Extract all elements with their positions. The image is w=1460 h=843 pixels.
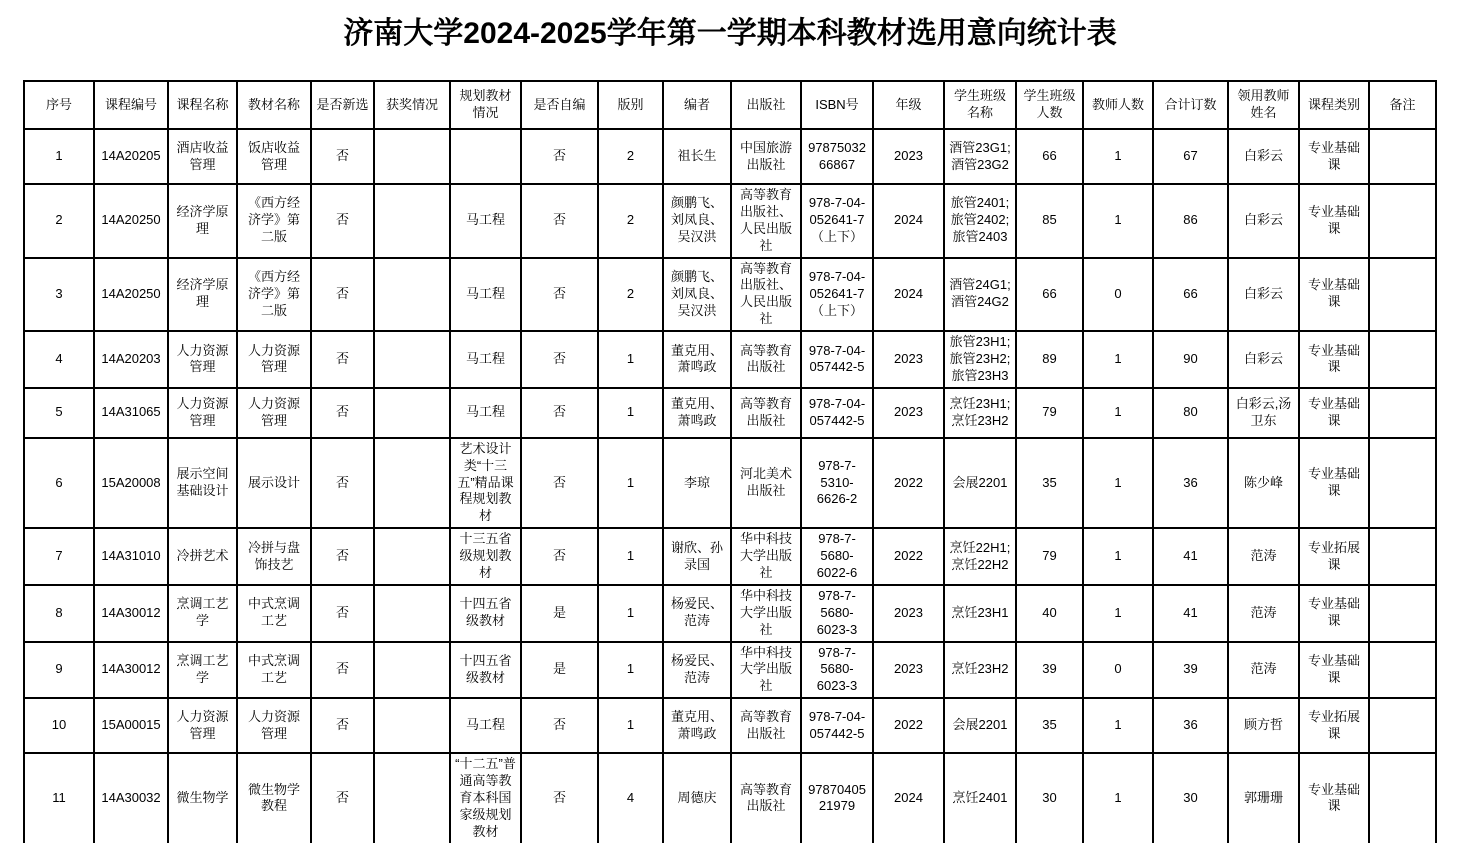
cell-edition: 2: [598, 184, 663, 258]
column-header-publisher: 出版社: [731, 81, 801, 129]
cell-index: 11: [24, 753, 94, 843]
cell-teacher-count: 1: [1083, 438, 1153, 528]
cell-teacher-name: 白彩云: [1228, 184, 1299, 258]
table-row: [24, 585, 1436, 642]
cell-self-compiled: 是: [521, 585, 598, 642]
cell-awards: [374, 753, 450, 843]
cell-edition: 4: [598, 753, 663, 843]
cell-course-category: 专业拓展课: [1299, 698, 1369, 753]
cell-self-compiled: 否: [521, 438, 598, 528]
cell-index: 7: [24, 528, 94, 585]
cell-teacher-name: 范涛: [1228, 585, 1299, 642]
cell-remarks: [1369, 184, 1436, 258]
cell-newly-selected: 否: [311, 585, 374, 642]
table-row: [24, 129, 1436, 184]
column-header-self-compiled: 是否自编: [521, 81, 598, 129]
cell-grade: 2023: [873, 388, 944, 438]
cell-planned-textbook-status: “十二五”普通高等教育本科国家级规划教材: [450, 753, 521, 843]
cell-publisher: 高等教育出版社: [731, 388, 801, 438]
cell-teacher-count: 1: [1083, 129, 1153, 184]
cell-class-names: 烹饪22H1;烹饪22H2: [944, 528, 1016, 585]
cell-isbn: 9787040521979: [801, 753, 873, 843]
table-row: [24, 438, 1436, 528]
cell-course-category: 专业基础课: [1299, 585, 1369, 642]
cell-total-orders: 86: [1153, 184, 1228, 258]
column-header-course-code: 课程编号: [94, 81, 168, 129]
cell-teacher-count: 1: [1083, 388, 1153, 438]
cell-teacher-name: 郭珊珊: [1228, 753, 1299, 843]
cell-authors: 杨爱民、范涛: [663, 642, 731, 699]
cell-student-count: 79: [1016, 528, 1083, 585]
cell-course-code: 14A20205: [94, 129, 168, 184]
cell-publisher: 高等教育出版社: [731, 698, 801, 753]
cell-teacher-count: 1: [1083, 585, 1153, 642]
column-header-teacher-count: 教师人数: [1083, 81, 1153, 129]
column-header-index: 序号: [24, 81, 94, 129]
table-header: [24, 81, 1436, 129]
cell-remarks: [1369, 642, 1436, 699]
cell-student-count: 30: [1016, 753, 1083, 843]
cell-course-name: 人力资源管理: [168, 698, 237, 753]
cell-teacher-name: 范涛: [1228, 528, 1299, 585]
cell-course-code: 14A31065: [94, 388, 168, 438]
cell-planned-textbook-status: 马工程: [450, 258, 521, 332]
cell-edition: 2: [598, 129, 663, 184]
cell-course-code: 14A31010: [94, 528, 168, 585]
cell-publisher: 高等教育出版社: [731, 331, 801, 388]
cell-isbn: 978-7-5680-6023-3: [801, 642, 873, 699]
column-header-class-names: 学生班级名称: [944, 81, 1016, 129]
cell-grade: 2022: [873, 528, 944, 585]
cell-course-name: 冷拼艺术: [168, 528, 237, 585]
cell-textbook-name: 微生物学教程: [237, 753, 311, 843]
cell-authors: 董克用、萧鸣政: [663, 698, 731, 753]
cell-course-code: 14A20203: [94, 331, 168, 388]
cell-remarks: [1369, 698, 1436, 753]
cell-remarks: [1369, 528, 1436, 585]
cell-authors: 祖长生: [663, 129, 731, 184]
cell-grade: 2024: [873, 258, 944, 332]
cell-course-code: 14A30012: [94, 585, 168, 642]
cell-edition: 1: [598, 388, 663, 438]
cell-student-count: 66: [1016, 129, 1083, 184]
cell-authors: 杨爱民、范涛: [663, 585, 731, 642]
cell-total-orders: 80: [1153, 388, 1228, 438]
cell-total-orders: 90: [1153, 331, 1228, 388]
cell-awards: [374, 642, 450, 699]
cell-course-category: 专业拓展课: [1299, 528, 1369, 585]
cell-edition: 1: [598, 331, 663, 388]
cell-grade: 2024: [873, 753, 944, 843]
cell-index: 4: [24, 331, 94, 388]
cell-awards: [374, 129, 450, 184]
cell-planned-textbook-status: 马工程: [450, 698, 521, 753]
cell-publisher: 华中科技大学出版社: [731, 528, 801, 585]
cell-textbook-name: 冷拼与盘饰技艺: [237, 528, 311, 585]
cell-publisher: 华中科技大学出版社: [731, 585, 801, 642]
cell-grade: 2022: [873, 438, 944, 528]
cell-teacher-name: 白彩云: [1228, 331, 1299, 388]
cell-edition: 2: [598, 258, 663, 332]
cell-planned-textbook-status: 艺术设计类“十三五”精品课程规划教材: [450, 438, 521, 528]
cell-awards: [374, 528, 450, 585]
cell-student-count: 35: [1016, 438, 1083, 528]
cell-publisher: 华中科技大学出版社: [731, 642, 801, 699]
cell-publisher: 河北美术出版社: [731, 438, 801, 528]
table-row: [24, 258, 1436, 332]
cell-edition: 1: [598, 698, 663, 753]
cell-isbn: 978-7-04-052641-7（上下）: [801, 258, 873, 332]
cell-teacher-count: 1: [1083, 753, 1153, 843]
cell-index: 6: [24, 438, 94, 528]
cell-remarks: [1369, 585, 1436, 642]
cell-authors: 周德庆: [663, 753, 731, 843]
cell-teacher-count: 0: [1083, 642, 1153, 699]
cell-authors: 董克用、萧鸣政: [663, 388, 731, 438]
column-header-isbn: ISBN号: [801, 81, 873, 129]
cell-course-name: 酒店收益管理: [168, 129, 237, 184]
column-header-student-count: 学生班级人数: [1016, 81, 1083, 129]
cell-course-name: 烹调工艺学: [168, 642, 237, 699]
cell-index: 2: [24, 184, 94, 258]
cell-newly-selected: 否: [311, 753, 374, 843]
cell-newly-selected: 否: [311, 331, 374, 388]
cell-index: 10: [24, 698, 94, 753]
cell-total-orders: 67: [1153, 129, 1228, 184]
cell-textbook-name: 人力资源管理: [237, 698, 311, 753]
cell-grade: 2022: [873, 698, 944, 753]
table-body: [24, 129, 1436, 843]
cell-teacher-name: 顾方哲: [1228, 698, 1299, 753]
cell-remarks: [1369, 388, 1436, 438]
cell-course-name: 烹调工艺学: [168, 585, 237, 642]
cell-class-names: 旅管2401;旅管2402;旅管2403: [944, 184, 1016, 258]
table-row: [24, 388, 1436, 438]
cell-remarks: [1369, 258, 1436, 332]
cell-planned-textbook-status: 十四五省级教材: [450, 642, 521, 699]
cell-planned-textbook-status: [450, 129, 521, 184]
cell-awards: [374, 258, 450, 332]
cell-course-code: 14A20250: [94, 258, 168, 332]
page-title: 济南大学2024-2025学年第一学期本科教材选用意向统计表: [343, 17, 1117, 50]
cell-course-code: 14A20250: [94, 184, 168, 258]
cell-class-names: 旅管23H1;旅管23H2;旅管23H3: [944, 331, 1016, 388]
cell-class-names: 烹饪23H1;烹饪23H2: [944, 388, 1016, 438]
table-row: [24, 642, 1436, 699]
cell-total-orders: 66: [1153, 258, 1228, 332]
cell-remarks: [1369, 331, 1436, 388]
column-header-newly-selected: 是否新选: [311, 81, 374, 129]
cell-textbook-name: 《西方经济学》第二版: [237, 258, 311, 332]
cell-course-code: 15A00015: [94, 698, 168, 753]
cell-isbn: 978-7-04-057442-5: [801, 331, 873, 388]
cell-grade: 2024: [873, 184, 944, 258]
column-header-course-category: 课程类别: [1299, 81, 1369, 129]
column-header-teacher-name: 领用教师姓名: [1228, 81, 1299, 129]
column-header-total-orders: 合计订数: [1153, 81, 1228, 129]
cell-textbook-name: 饭店收益管理: [237, 129, 311, 184]
cell-class-names: 烹饪2401: [944, 753, 1016, 843]
cell-textbook-name: 人力资源管理: [237, 388, 311, 438]
cell-teacher-count: 1: [1083, 528, 1153, 585]
column-header-authors: 编者: [663, 81, 731, 129]
cell-remarks: [1369, 438, 1436, 528]
cell-authors: 董克用、萧鸣政: [663, 331, 731, 388]
cell-student-count: 35: [1016, 698, 1083, 753]
cell-class-names: 酒管23G1;酒管23G2: [944, 129, 1016, 184]
column-header-course-name: 课程名称: [168, 81, 237, 129]
cell-publisher: 中国旅游出版社: [731, 129, 801, 184]
table-row: [24, 184, 1436, 258]
cell-isbn: 978-7-04-057442-5: [801, 388, 873, 438]
cell-course-code: 14A30032: [94, 753, 168, 843]
cell-textbook-name: 展示设计: [237, 438, 311, 528]
cell-student-count: 66: [1016, 258, 1083, 332]
column-header-edition: 版别: [598, 81, 663, 129]
cell-newly-selected: 否: [311, 184, 374, 258]
cell-grade: 2023: [873, 129, 944, 184]
cell-class-names: 会展2201: [944, 698, 1016, 753]
cell-course-category: 专业基础课: [1299, 184, 1369, 258]
cell-class-names: 酒管24G1;酒管24G2: [944, 258, 1016, 332]
cell-grade: 2023: [873, 642, 944, 699]
cell-course-name: 人力资源管理: [168, 388, 237, 438]
cell-course-category: 专业基础课: [1299, 129, 1369, 184]
cell-course-category: 专业基础课: [1299, 438, 1369, 528]
cell-self-compiled: 否: [521, 698, 598, 753]
cell-isbn: 9787503266867: [801, 129, 873, 184]
cell-isbn: 978-7-5680-6023-3: [801, 585, 873, 642]
cell-newly-selected: 否: [311, 258, 374, 332]
cell-total-orders: 41: [1153, 528, 1228, 585]
cell-publisher: 高等教育出版社、人民出版社: [731, 184, 801, 258]
cell-total-orders: 36: [1153, 438, 1228, 528]
cell-teacher-count: 1: [1083, 331, 1153, 388]
cell-course-code: 14A30012: [94, 642, 168, 699]
cell-edition: 1: [598, 528, 663, 585]
header-row: [24, 81, 1436, 129]
cell-student-count: 85: [1016, 184, 1083, 258]
cell-edition: 1: [598, 585, 663, 642]
cell-awards: [374, 331, 450, 388]
cell-self-compiled: 否: [521, 129, 598, 184]
cell-teacher-count: 1: [1083, 698, 1153, 753]
cell-course-category: 专业基础课: [1299, 331, 1369, 388]
cell-student-count: 40: [1016, 585, 1083, 642]
cell-index: 9: [24, 642, 94, 699]
cell-teacher-count: 1: [1083, 184, 1153, 258]
cell-self-compiled: 否: [521, 184, 598, 258]
cell-grade: 2023: [873, 331, 944, 388]
cell-index: 1: [24, 129, 94, 184]
cell-planned-textbook-status: 马工程: [450, 388, 521, 438]
cell-remarks: [1369, 129, 1436, 184]
cell-student-count: 79: [1016, 388, 1083, 438]
cell-self-compiled: 否: [521, 331, 598, 388]
cell-teacher-name: 白彩云,汤卫东: [1228, 388, 1299, 438]
cell-total-orders: 36: [1153, 698, 1228, 753]
cell-awards: [374, 388, 450, 438]
cell-class-names: 烹饪23H1: [944, 585, 1016, 642]
cell-course-code: 15A20008: [94, 438, 168, 528]
cell-planned-textbook-status: 十四五省级教材: [450, 585, 521, 642]
cell-grade: 2023: [873, 585, 944, 642]
column-header-awards: 获奖情况: [374, 81, 450, 129]
cell-newly-selected: 否: [311, 642, 374, 699]
cell-course-category: 专业基础课: [1299, 258, 1369, 332]
cell-index: 3: [24, 258, 94, 332]
cell-isbn: 978-7-04-057442-5: [801, 698, 873, 753]
cell-course-name: 人力资源管理: [168, 331, 237, 388]
cell-newly-selected: 否: [311, 698, 374, 753]
cell-self-compiled: 否: [521, 258, 598, 332]
cell-newly-selected: 否: [311, 388, 374, 438]
cell-index: 5: [24, 388, 94, 438]
cell-awards: [374, 184, 450, 258]
cell-awards: [374, 698, 450, 753]
cell-edition: 1: [598, 642, 663, 699]
cell-course-category: 专业基础课: [1299, 388, 1369, 438]
cell-self-compiled: 否: [521, 528, 598, 585]
cell-isbn: 978-7-5310-6626-2: [801, 438, 873, 528]
cell-course-name: 微生物学: [168, 753, 237, 843]
table-row: [24, 528, 1436, 585]
cell-course-name: 展示空间基础设计: [168, 438, 237, 528]
cell-isbn: 978-7-5680-6022-6: [801, 528, 873, 585]
cell-publisher: 高等教育出版社: [731, 753, 801, 843]
cell-self-compiled: 是: [521, 642, 598, 699]
cell-planned-textbook-status: 马工程: [450, 331, 521, 388]
cell-awards: [374, 438, 450, 528]
cell-teacher-name: 白彩云: [1228, 129, 1299, 184]
column-header-remarks: 备注: [1369, 81, 1436, 129]
cell-student-count: 89: [1016, 331, 1083, 388]
cell-authors: 谢欣、孙录国: [663, 528, 731, 585]
cell-course-category: 专业基础课: [1299, 642, 1369, 699]
cell-total-orders: 41: [1153, 585, 1228, 642]
cell-textbook-name: 人力资源管理: [237, 331, 311, 388]
cell-textbook-name: 《西方经济学》第二版: [237, 184, 311, 258]
cell-teacher-name: 陈少峰: [1228, 438, 1299, 528]
cell-authors: 颜鹏飞、刘凤良、吴汉洪: [663, 258, 731, 332]
cell-self-compiled: 否: [521, 753, 598, 843]
cell-course-name: 经济学原理: [168, 258, 237, 332]
cell-class-names: 烹饪23H2: [944, 642, 1016, 699]
cell-edition: 1: [598, 438, 663, 528]
cell-course-name: 经济学原理: [168, 184, 237, 258]
cell-textbook-name: 中式烹调工艺: [237, 642, 311, 699]
cell-isbn: 978-7-04-052641-7（上下）: [801, 184, 873, 258]
cell-student-count: 39: [1016, 642, 1083, 699]
table-row: [24, 331, 1436, 388]
cell-authors: 李琼: [663, 438, 731, 528]
cell-index: 8: [24, 585, 94, 642]
column-header-grade: 年级: [873, 81, 944, 129]
textbook-statistics-table: [23, 80, 1437, 843]
cell-teacher-name: 范涛: [1228, 642, 1299, 699]
cell-course-category: 专业基础课: [1299, 753, 1369, 843]
column-header-planned-textbook-status: 规划教材情况: [450, 81, 521, 129]
table-row: [24, 753, 1436, 843]
cell-publisher: 高等教育出版社、人民出版社: [731, 258, 801, 332]
cell-self-compiled: 否: [521, 388, 598, 438]
cell-newly-selected: 否: [311, 129, 374, 184]
cell-planned-textbook-status: 十三五省级规划教材: [450, 528, 521, 585]
cell-planned-textbook-status: 马工程: [450, 184, 521, 258]
cell-total-orders: 30: [1153, 753, 1228, 843]
cell-newly-selected: 否: [311, 528, 374, 585]
cell-teacher-count: 0: [1083, 258, 1153, 332]
cell-textbook-name: 中式烹调工艺: [237, 585, 311, 642]
cell-newly-selected: 否: [311, 438, 374, 528]
cell-awards: [374, 585, 450, 642]
column-header-textbook-name: 教材名称: [237, 81, 311, 129]
cell-total-orders: 39: [1153, 642, 1228, 699]
table-row: [24, 698, 1436, 753]
cell-authors: 颜鹏飞、刘凤良、吴汉洪: [663, 184, 731, 258]
cell-remarks: [1369, 753, 1436, 843]
cell-teacher-name: 白彩云: [1228, 258, 1299, 332]
cell-class-names: 会展2201: [944, 438, 1016, 528]
